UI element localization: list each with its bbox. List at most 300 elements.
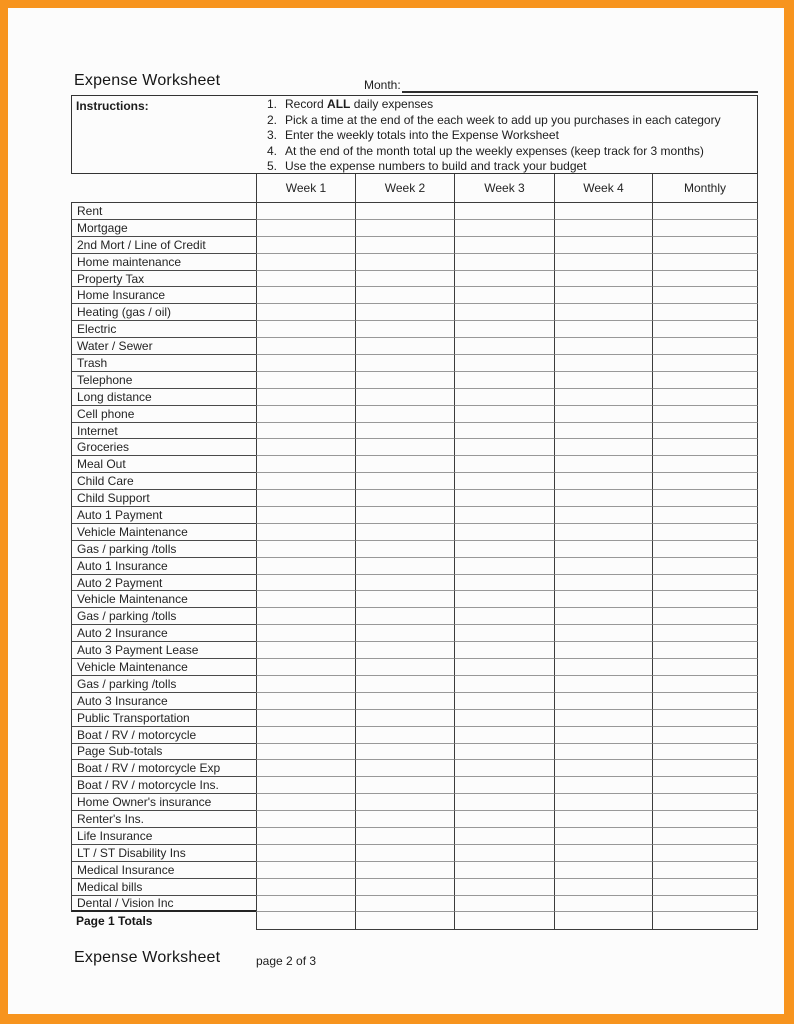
table-row (71, 558, 758, 575)
cell-week-1 (256, 524, 355, 541)
instruction-item (267, 128, 752, 144)
cell-week-4 (554, 439, 652, 456)
cell-week-3 (454, 760, 554, 777)
cell-week-4 (554, 558, 652, 575)
cell-week-3 (454, 304, 554, 321)
cell-monthly (652, 625, 758, 642)
cell-monthly (652, 304, 758, 321)
cell-week-3 (454, 862, 554, 879)
cell-week-4 (554, 541, 652, 558)
cell-week-2 (355, 811, 454, 828)
cell-week-2 (355, 271, 454, 288)
cell-monthly (652, 710, 758, 727)
cell-week-1 (256, 372, 355, 389)
cell-week-1 (256, 541, 355, 558)
cell-week-1 (256, 271, 355, 288)
cell-week-4 (554, 693, 652, 710)
cell-monthly (652, 794, 758, 811)
row-label: Child Support (71, 490, 256, 507)
column-header-week-1: Week 1 (256, 174, 355, 202)
cell-week-2 (355, 642, 454, 659)
row-label: Telephone (71, 372, 256, 389)
table-row (71, 659, 758, 676)
cell-week-4 (554, 490, 652, 507)
table-row (71, 608, 758, 625)
row-label: Auto 1 Payment (71, 507, 256, 524)
cell-monthly (652, 676, 758, 693)
cell-week-2 (355, 862, 454, 879)
table-row (71, 862, 758, 879)
cell-week-4 (554, 507, 652, 524)
cell-week-2 (355, 507, 454, 524)
totals-cell-monthly (652, 912, 758, 930)
instructions-box (71, 95, 758, 174)
cell-week-3 (454, 625, 554, 642)
row-label: Boat / RV / motorcycle Ins. (71, 777, 256, 794)
cell-week-1 (256, 727, 355, 744)
row-label: Auto 2 Insurance (71, 625, 256, 642)
cell-week-3 (454, 558, 554, 575)
cell-week-1 (256, 693, 355, 710)
cell-week-3 (454, 423, 554, 440)
cell-week-1 (256, 355, 355, 372)
table-row (71, 727, 758, 744)
table-totals-row (71, 912, 758, 930)
cell-monthly (652, 727, 758, 744)
table-row (71, 321, 758, 338)
cell-week-2 (355, 338, 454, 355)
cell-week-4 (554, 777, 652, 794)
cell-week-1 (256, 254, 355, 271)
column-header-week-2: Week 2 (355, 174, 454, 202)
footer-title: Expense Worksheet (74, 949, 221, 966)
row-label: Groceries (71, 439, 256, 456)
row-label: Vehicle Maintenance (71, 659, 256, 676)
cell-week-2 (355, 321, 454, 338)
cell-week-4 (554, 744, 652, 761)
instruction-number: 4. (267, 143, 278, 158)
cell-week-4 (554, 811, 652, 828)
cell-week-3 (454, 575, 554, 592)
instruction-item (267, 113, 752, 129)
cell-monthly (652, 254, 758, 271)
row-label: Auto 3 Insurance (71, 693, 256, 710)
cell-week-1 (256, 456, 355, 473)
cell-week-1 (256, 710, 355, 727)
cell-week-1 (256, 237, 355, 254)
table-row (71, 355, 758, 372)
cell-week-2 (355, 389, 454, 406)
cell-monthly (652, 507, 758, 524)
cell-week-2 (355, 423, 454, 440)
table-row (71, 338, 758, 355)
cell-week-4 (554, 271, 652, 288)
cell-monthly (652, 203, 758, 220)
cell-monthly (652, 372, 758, 389)
cell-week-4 (554, 406, 652, 423)
cell-week-3 (454, 507, 554, 524)
table-row (71, 220, 758, 237)
cell-week-1 (256, 760, 355, 777)
cell-week-2 (355, 237, 454, 254)
cell-week-1 (256, 439, 355, 456)
cell-week-1 (256, 423, 355, 440)
instruction-text-segment: Enter the weekly totals into the Expense Worksheet (285, 128, 559, 142)
cell-week-4 (554, 879, 652, 896)
cell-monthly (652, 693, 758, 710)
row-label: Mortgage (71, 220, 256, 237)
cell-week-2 (355, 558, 454, 575)
table-row (71, 676, 758, 693)
cell-week-3 (454, 406, 554, 423)
footer-page-indicator: page 2 of 3 (256, 954, 317, 968)
table-row (71, 625, 758, 642)
cell-monthly (652, 338, 758, 355)
instruction-item (267, 97, 752, 113)
cell-week-2 (355, 524, 454, 541)
row-label: Auto 2 Payment (71, 575, 256, 592)
row-label: Public Transportation (71, 710, 256, 727)
cell-week-3 (454, 439, 554, 456)
instruction-text (285, 113, 721, 129)
cell-week-2 (355, 896, 454, 913)
cell-monthly (652, 473, 758, 490)
cell-week-3 (454, 321, 554, 338)
cell-week-3 (454, 794, 554, 811)
cell-week-3 (454, 271, 554, 288)
cell-week-1 (256, 203, 355, 220)
row-label: LT / ST Disability Ins (71, 845, 256, 862)
cell-week-4 (554, 710, 652, 727)
instruction-number: 3. (267, 128, 278, 142)
cell-week-4 (554, 321, 652, 338)
row-label: Long distance (71, 389, 256, 406)
row-label: Heating (gas / oil) (71, 304, 256, 321)
totals-cell-week-2 (355, 912, 454, 930)
cell-monthly (652, 811, 758, 828)
cell-week-4 (554, 676, 652, 693)
table-row (71, 287, 758, 304)
row-label: Electric (71, 321, 256, 338)
table-row (71, 828, 758, 845)
cell-week-3 (454, 608, 554, 625)
cell-week-2 (355, 355, 454, 372)
cell-week-3 (454, 473, 554, 490)
column-header-monthly: Monthly (652, 174, 758, 202)
cell-monthly (652, 558, 758, 575)
cell-monthly (652, 744, 758, 761)
instruction-text (285, 159, 587, 175)
cell-week-4 (554, 473, 652, 490)
cell-week-2 (355, 760, 454, 777)
cell-week-4 (554, 794, 652, 811)
instruction-item (267, 144, 752, 160)
cell-week-1 (256, 659, 355, 676)
row-label: Home Insurance (71, 287, 256, 304)
totals-cell-week-3 (454, 912, 554, 930)
cell-week-1 (256, 642, 355, 659)
instruction-number: 1. (267, 97, 278, 111)
cell-week-2 (355, 727, 454, 744)
cell-week-4 (554, 845, 652, 862)
totals-cell-week-4 (554, 912, 652, 930)
column-header-week-3: Week 3 (454, 174, 554, 202)
cell-week-4 (554, 575, 652, 592)
cell-week-3 (454, 879, 554, 896)
table-row (71, 642, 758, 659)
instruction-text-segment: daily expenses (350, 97, 434, 111)
cell-week-1 (256, 287, 355, 304)
cell-week-1 (256, 862, 355, 879)
column-header-week-4: Week 4 (554, 174, 652, 202)
cell-week-4 (554, 727, 652, 744)
month-label: Month: (364, 78, 401, 92)
cell-week-1 (256, 473, 355, 490)
cell-week-4 (554, 591, 652, 608)
cell-week-4 (554, 254, 652, 271)
cell-monthly (652, 439, 758, 456)
instructions-list (267, 97, 752, 175)
instruction-text-segment: Record (285, 97, 328, 111)
cell-week-3 (454, 710, 554, 727)
cell-week-2 (355, 676, 454, 693)
cell-week-4 (554, 896, 652, 913)
cell-week-3 (454, 727, 554, 744)
cell-week-3 (454, 811, 554, 828)
row-label: Child Care (71, 473, 256, 490)
table-row (71, 541, 758, 558)
cell-week-4 (554, 642, 652, 659)
row-label: Vehicle Maintenance (71, 524, 256, 541)
cell-week-2 (355, 693, 454, 710)
row-label: Home maintenance (71, 254, 256, 271)
row-label: Renter's Ins. (71, 811, 256, 828)
row-label: Rent (71, 203, 256, 220)
cell-week-4 (554, 237, 652, 254)
table-row (71, 237, 758, 254)
cell-week-3 (454, 355, 554, 372)
cell-week-3 (454, 203, 554, 220)
cell-week-4 (554, 304, 652, 321)
table-row (71, 254, 758, 271)
instruction-text-segment: ALL (327, 97, 351, 111)
cell-week-1 (256, 304, 355, 321)
cell-monthly (652, 389, 758, 406)
row-label: Water / Sewer (71, 338, 256, 355)
cell-week-4 (554, 338, 652, 355)
row-label: Dental / Vision Inc (71, 896, 256, 913)
cell-week-1 (256, 507, 355, 524)
cell-week-1 (256, 558, 355, 575)
table-row (71, 372, 758, 389)
table-row (71, 575, 758, 592)
row-label: Page Sub-totals (71, 744, 256, 761)
instruction-number: 2. (267, 112, 278, 127)
cell-week-2 (355, 287, 454, 304)
row-label: Gas / parking /tolls (71, 541, 256, 558)
cell-week-3 (454, 490, 554, 507)
cell-week-2 (355, 845, 454, 862)
row-label: Gas / parking /tolls (71, 608, 256, 625)
table-row (71, 203, 758, 220)
cell-week-1 (256, 608, 355, 625)
cell-week-1 (256, 406, 355, 423)
cell-week-1 (256, 338, 355, 355)
cell-monthly (652, 896, 758, 913)
cell-monthly (652, 760, 758, 777)
cell-week-4 (554, 355, 652, 372)
row-label: Gas / parking /tolls (71, 676, 256, 693)
totals-row-label: Page 1 Totals (76, 914, 153, 929)
cell-week-2 (355, 828, 454, 845)
cell-week-4 (554, 287, 652, 304)
table-row (71, 896, 758, 913)
table-row (71, 507, 758, 524)
cell-week-2 (355, 490, 454, 507)
cell-week-2 (355, 659, 454, 676)
table-row (71, 811, 758, 828)
cell-monthly (652, 642, 758, 659)
cell-week-3 (454, 237, 554, 254)
cell-week-4 (554, 659, 652, 676)
cell-week-3 (454, 372, 554, 389)
instruction-text-segment: Use the expense numbers to build and track your budget (285, 159, 587, 173)
cell-week-4 (554, 862, 652, 879)
cell-monthly (652, 423, 758, 440)
cell-week-2 (355, 406, 454, 423)
cell-monthly (652, 828, 758, 845)
cell-week-2 (355, 777, 454, 794)
cell-week-4 (554, 203, 652, 220)
row-label: Property Tax (71, 271, 256, 288)
table-row (71, 760, 758, 777)
cell-week-3 (454, 777, 554, 794)
cell-week-4 (554, 608, 652, 625)
instruction-text (285, 128, 559, 144)
cell-week-3 (454, 524, 554, 541)
cell-week-4 (554, 423, 652, 440)
row-label: Vehicle Maintenance (71, 591, 256, 608)
cell-monthly (652, 237, 758, 254)
cell-monthly (652, 355, 758, 372)
cell-week-1 (256, 879, 355, 896)
instruction-text (285, 144, 704, 160)
page-title: Expense Worksheet (74, 72, 221, 89)
cell-week-1 (256, 811, 355, 828)
instruction-text-segment: Pick a time at the end of the each week to add up you purchases in each category (285, 112, 721, 127)
cell-week-3 (454, 659, 554, 676)
table-row (71, 794, 758, 811)
row-label: 2nd Mort / Line of Credit (71, 237, 256, 254)
cell-week-1 (256, 389, 355, 406)
row-label: Medical Insurance (71, 862, 256, 879)
cell-week-4 (554, 625, 652, 642)
cell-week-3 (454, 541, 554, 558)
cell-week-3 (454, 676, 554, 693)
cell-week-2 (355, 456, 454, 473)
cell-week-2 (355, 220, 454, 237)
cell-monthly (652, 406, 758, 423)
row-label: Life Insurance (71, 828, 256, 845)
cell-monthly (652, 321, 758, 338)
cell-monthly (652, 541, 758, 558)
cell-week-2 (355, 304, 454, 321)
cell-week-1 (256, 744, 355, 761)
cell-week-4 (554, 524, 652, 541)
cell-week-1 (256, 828, 355, 845)
row-label: Medical bills (71, 879, 256, 896)
row-label: Boat / RV / motorcycle Exp (71, 760, 256, 777)
cell-week-1 (256, 490, 355, 507)
cell-week-1 (256, 896, 355, 913)
cell-monthly (652, 271, 758, 288)
cell-week-2 (355, 439, 454, 456)
cell-week-2 (355, 203, 454, 220)
cell-monthly (652, 220, 758, 237)
cell-week-1 (256, 625, 355, 642)
cell-week-2 (355, 372, 454, 389)
cell-week-3 (454, 254, 554, 271)
cell-week-1 (256, 676, 355, 693)
cell-week-4 (554, 372, 652, 389)
instruction-text (285, 97, 433, 113)
instruction-text-segment: At the end of the month total up the weekly expenses (keep track for 3 months) (285, 143, 704, 158)
table-row (71, 744, 758, 761)
header-label-spacer (71, 174, 256, 202)
cell-monthly (652, 777, 758, 794)
table-header-row (71, 174, 758, 203)
row-label: Home Owner's insurance (71, 794, 256, 811)
cell-week-3 (454, 389, 554, 406)
cell-week-2 (355, 794, 454, 811)
cell-week-4 (554, 220, 652, 237)
cell-monthly (652, 659, 758, 676)
cell-week-3 (454, 220, 554, 237)
table-row (71, 473, 758, 490)
table-row (71, 406, 758, 423)
row-label: Auto 1 Insurance (71, 558, 256, 575)
table-row (71, 777, 758, 794)
row-label: Internet (71, 423, 256, 440)
cell-week-4 (554, 828, 652, 845)
cell-week-1 (256, 777, 355, 794)
cell-week-3 (454, 896, 554, 913)
cell-monthly (652, 845, 758, 862)
row-label: Boat / RV / motorcycle (71, 727, 256, 744)
row-label: Cell phone (71, 406, 256, 423)
table-row (71, 879, 758, 896)
row-label: Auto 3 Payment Lease (71, 642, 256, 659)
cell-week-3 (454, 591, 554, 608)
cell-monthly (652, 575, 758, 592)
row-label: Meal Out (71, 456, 256, 473)
table-row (71, 271, 758, 288)
instructions-label: Instructions: (76, 99, 149, 113)
cell-week-1 (256, 220, 355, 237)
expense-table (71, 174, 758, 930)
cell-week-2 (355, 625, 454, 642)
cell-week-4 (554, 456, 652, 473)
cell-week-1 (256, 845, 355, 862)
totals-cell-week-1 (256, 912, 355, 930)
table-row (71, 423, 758, 440)
cell-week-1 (256, 591, 355, 608)
cell-week-4 (554, 389, 652, 406)
cell-monthly (652, 879, 758, 896)
cell-week-3 (454, 287, 554, 304)
cell-week-2 (355, 608, 454, 625)
cell-week-3 (454, 338, 554, 355)
